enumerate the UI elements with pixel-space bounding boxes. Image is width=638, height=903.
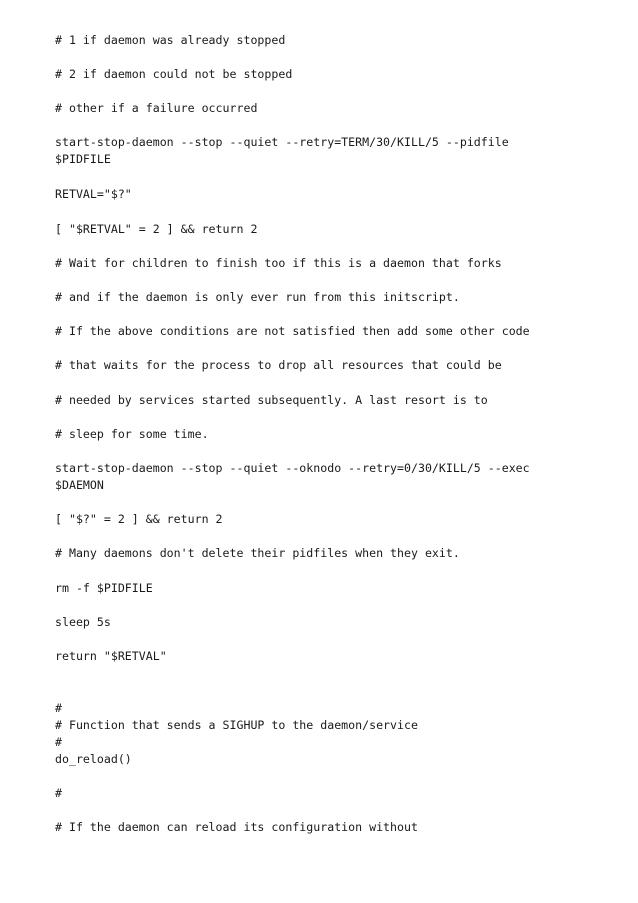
code-line-21: # If the daemon can reload its configuration without	[55, 820, 418, 834]
code-line-17: sleep 5s	[55, 615, 111, 629]
code-line-15: # Many daemons don't delete their pidfiles when they exit.	[55, 546, 460, 560]
code-line-3: # other if a failure occurred	[55, 101, 258, 115]
code-line-5: RETVAL="$?"	[55, 187, 132, 201]
code-line-16: rm -f $PIDFILE	[55, 581, 153, 595]
code-line-11: # needed by services started subsequently. A last resort is to	[55, 393, 488, 407]
code-line-1: # 1 if daemon was already stopped	[55, 33, 286, 47]
code-line-2: # 2 if daemon could not be stopped	[55, 67, 293, 81]
code-line-6: [ "$RETVAL" = 2 ] && return 2	[55, 222, 258, 236]
code-line-14: [ "$?" = 2 ] && return 2	[55, 512, 223, 526]
code-line-7: # Wait for children to finish too if this is a daemon that forks	[55, 256, 502, 270]
code-line-9: # If the above conditions are not satisfied then add some other code	[55, 324, 530, 338]
code-line-18: return "$RETVAL"	[55, 649, 167, 663]
code-block-function-header: # # Function that sends a SIGHUP to the daemon/service # do_reload()	[55, 701, 418, 766]
code-line-4: start-stop-daemon --stop --quiet --retry=TERM/30/KILL/5 --pidfile $PIDFILE	[55, 135, 509, 166]
code-line-8: # and if the daemon is only ever run from this initscript.	[55, 290, 460, 304]
code-line-10: # that waits for the process to drop all resources that could be	[55, 358, 502, 372]
code-line-12: # sleep for some time.	[55, 427, 209, 441]
code-line-13: start-stop-daemon --stop --quiet --oknodo --retry=0/30/KILL/5 --exec $DAEMON	[55, 461, 530, 492]
code-line-20: #	[55, 786, 62, 800]
